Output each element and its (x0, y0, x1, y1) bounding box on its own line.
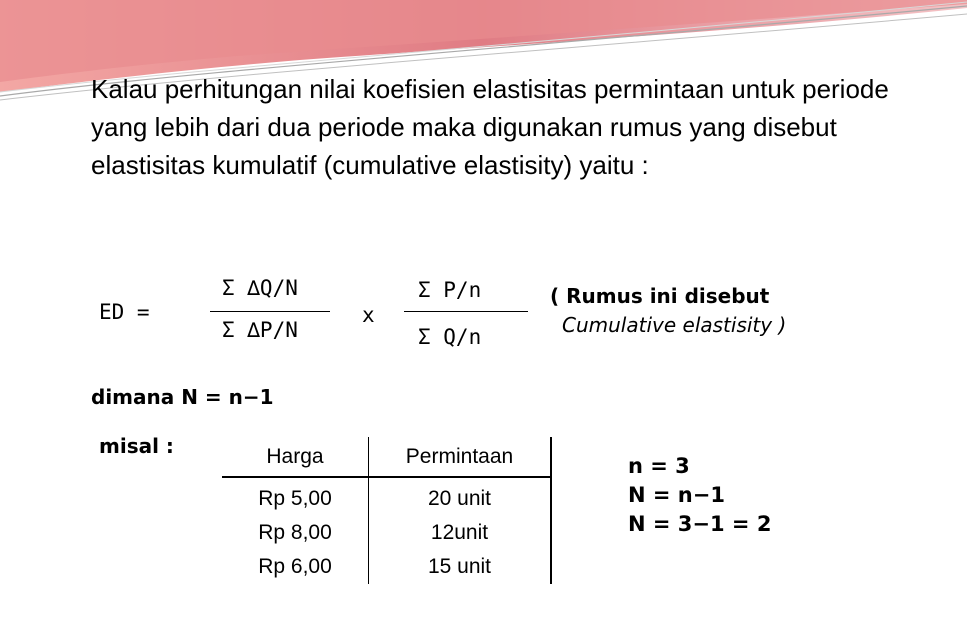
n-calc-line: n = 3 (628, 454, 690, 478)
example-label: misal : (99, 434, 174, 458)
formula-lhs: ED = (99, 300, 150, 324)
formula-fraction1-bar (210, 311, 330, 312)
n-calc-line: N = n−1 (628, 483, 725, 507)
intro-paragraph: Kalau perhitungan nilai koefisien elastisitas permintaan untuk periode yang lebih dari dua periode maka digunakan rumus yang disebut elastisitas kumulatif (cumulative elastisity) yaitu : (91, 74, 889, 180)
formula-note-line1: ( Rumus ini disebut (550, 284, 770, 308)
table-row (222, 516, 551, 550)
n-calc-line: N = 3−1 = 2 (628, 512, 772, 536)
formula-fraction2-numerator: Σ P/n (418, 278, 482, 302)
table-row (222, 550, 551, 584)
n-calculation (628, 452, 771, 539)
table-row (222, 477, 551, 516)
table-cell-demand: 20 unit (369, 477, 552, 516)
formula-fraction1-numerator: Σ ∆Q/N (222, 276, 298, 300)
table-cell-price: Rp 6,00 (222, 550, 369, 584)
table-header-row (222, 437, 551, 477)
table-cell-demand: 12unit (369, 516, 552, 550)
formula-fraction2-denominator: Σ Q/n (418, 325, 482, 349)
table-cell-price: Rp 5,00 (222, 477, 369, 516)
table-cell-demand: 15 unit (369, 550, 552, 584)
table-header-permintaan: Permintaan (369, 437, 552, 477)
table-cell-price: Rp 8,00 (222, 516, 369, 550)
formula-fraction2-bar (404, 311, 528, 312)
table-header-harga: Harga (222, 437, 369, 477)
where-definition: dimana N = n−1 (91, 385, 274, 409)
formula-note-line2: Cumulative elastisity ) (562, 313, 787, 337)
formula-times: x (362, 303, 375, 327)
price-demand-table (222, 437, 552, 584)
formula-fraction1-denominator: Σ ∆P/N (222, 318, 298, 342)
